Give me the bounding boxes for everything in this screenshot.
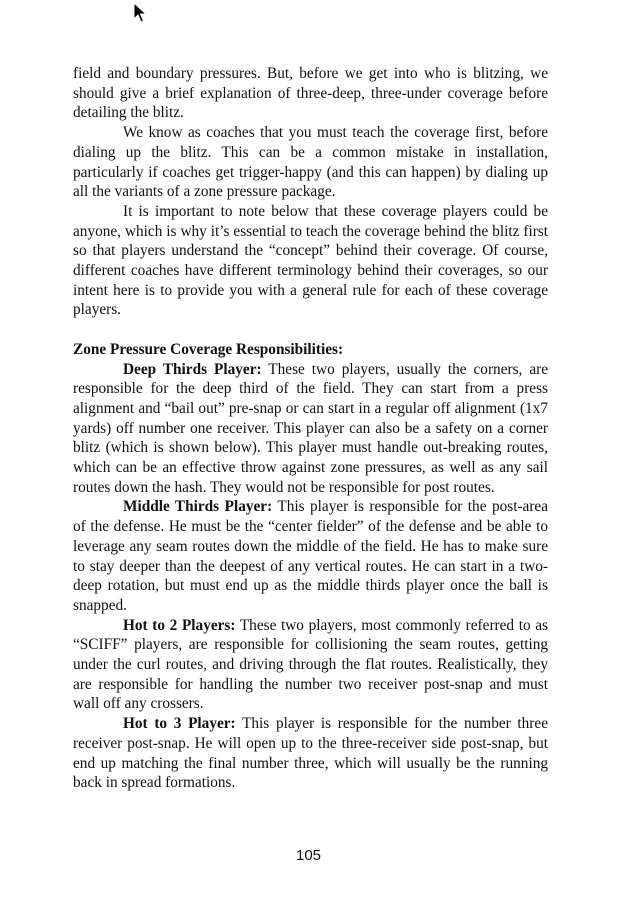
document-page (73, 64, 548, 793)
responsibility-title: Hot to 2 Players: (123, 616, 236, 634)
responsibility-middle-thirds (73, 497, 548, 615)
section-heading: Zone Pressure Coverage Responsibilities: (73, 340, 344, 358)
intro-paragraph-2: We know as coaches that you must teach the coverage first, before dialing up the blitz. This can be a common mistake in installation, particularly if coaches get trigger-happy (and this can happen) by dialing up all the variants of a zone pressure package. (73, 124, 548, 201)
mouse-pointer-icon (133, 2, 147, 24)
responsibility-title: Deep Thirds Player: (123, 360, 262, 378)
paragraph-spacer (73, 320, 548, 340)
responsibility-title: Middle Thirds Player: (123, 498, 273, 516)
intro-paragraph-1: field and boundary pressures. But, before we get into who is blitzing, we should give a brief explanation of three-deep, three-under coverage before detailing the blitz. (73, 65, 548, 122)
responsibility-text: These two players, usually the corners, are responsible for the deep third of the field. They can start from a press alignment and “bail out” pre-snap or can start in a regular off alignment (1x7 yards) off number one receiver. This player can also be a safety on a corner blitz (which is shown below). This player must handle out-breaking routes, which can be an effective throw against zone pressures, as well as any sail routes down the hash. They would not be responsible for post routes. (73, 360, 549, 496)
responsibility-text: This player is responsible for the number three receiver post-snap. He will open up to the three-receiver side post-snap, but end up matching the final number three, which will usually be the running back in spread formations. (73, 715, 548, 792)
responsibility-deep-thirds (73, 360, 548, 498)
responsibility-text: These two players, most commonly referred to as “SCIFF” players, are responsible for collisioning the seam routes, getting under the curl routes, and driving through the flat routes. Realistically, they are responsible for handling the number two receiver post-snap and must wall off any crossers. (73, 616, 548, 713)
responsibility-text: This player is responsible for the post-area of the defense. He must be the “center fielder” of the defense and be able to leverage any seam routes down the middle of the field. He has to make sure to stay deeper than the deepest of any vertical routes. He can start in a two-deep rotation, but must end up as the middle thirds player once the ball is snapped. (73, 498, 548, 614)
intro-paragraph-3: It is important to note below that these coverage players could be anyone, which is why it’s essential to teach the coverage behind the blitz first so that players understand the “concept” behind their coverage. Of course, different coaches have different terminology behind their coverages, so our intent here is to provide you with a general rule for each of these coverage players. (73, 202, 548, 319)
responsibility-hot-to-2 (73, 616, 548, 715)
page-number: 105 (295, 847, 322, 864)
responsibility-title: Hot to 3 Player: (123, 715, 236, 733)
responsibility-hot-to-3 (73, 714, 548, 793)
